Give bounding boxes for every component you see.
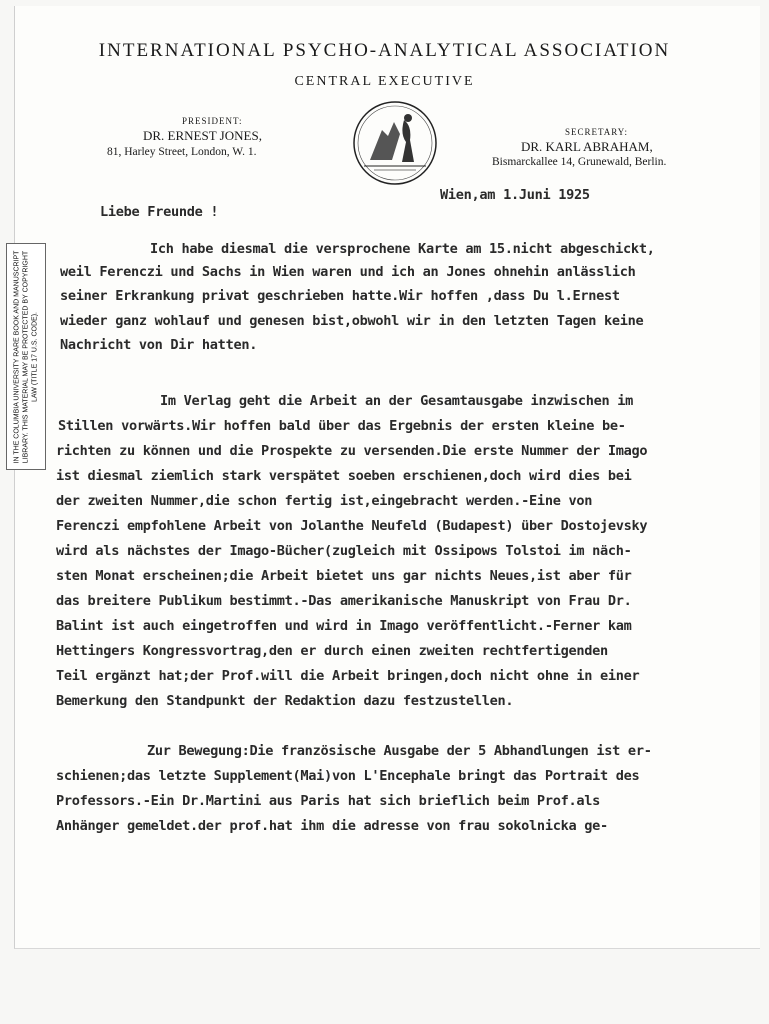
president-name: DR. ERNEST JONES, [143, 128, 262, 143]
secretary-address: Bismarckallee 14, Grunewald, Berlin. [492, 156, 667, 168]
letter-line: wird als nächstes der Imago-Bücher(zugleich mit Ossipows Tolstoi im näch- [56, 543, 632, 559]
letter-salutation: Liebe Freunde ! [100, 204, 219, 220]
letter-line: wieder ganz wohlauf und genesen bist,obwohl wir in den letzten Tagen keine [60, 313, 644, 329]
letter-line: Professors.-Ein Dr.Martini aus Paris hat sich brieflich beim Prof.als [56, 793, 601, 809]
letter-line: Im Verlag geht die Arbeit an der Gesamtausgabe inzwischen im [160, 393, 634, 409]
letter-line: Zur Bewegung:Die französische Ausgabe der 5 Abhandlungen ist er- [147, 743, 652, 759]
letter-date: Wien,am 1.Juni 1925 [440, 187, 590, 203]
letter-line: richten zu können und die Prospekte zu versenden.Die erste Nummer der Imago [56, 443, 648, 459]
letter-line: weil Ferenczi und Sachs in Wien waren und ich an Jones ohnehin anlässlich [60, 264, 636, 280]
president-role: PRESIDENT: [182, 116, 243, 126]
letter-line: Ich habe diesmal die versprochene Karte am 15.nicht abgeschickt, [150, 241, 655, 257]
letter-line: Nachricht von Dir hatten. [60, 337, 258, 353]
letter-line: sten Monat erscheinen;die Arbeit bietet uns gar nichts Neues,ist aber für [56, 568, 632, 584]
secretary-name: DR. KARL ABRAHAM, [521, 139, 653, 154]
stamp-text: IN THE COLUMBIA UNIVERSITY RARE BOOK AND MANUSCRIPT LIBRARY. THIS MATERIAL MAY BE PROTECTED BY COPYRIGHT LAW (TITLE 17 U.S. CODE). [13, 250, 39, 463]
letter-line: Balint ist auch eingetroffen und wird in Imago veröffentlicht.-Ferner kam [56, 618, 632, 634]
letter-line: seiner Erkrankung privat geschrieben hatte.Wir hoffen ,dass Du l.Ernest [60, 288, 620, 304]
letter-line: Teil ergänzt hat;der Prof.will die Arbeit bringen,doch nicht ohne in einer [56, 668, 640, 684]
president-address: 81, Harley Street, London, W. 1. [107, 146, 257, 158]
letterhead-title: INTERNATIONAL PSYCHO-ANALYTICAL ASSOCIATION [98, 40, 671, 61]
letter-line: Stillen vorwärts.Wir hoffen bald über das Ergebnis der ersten kleine be- [58, 418, 626, 434]
library-copyright-stamp [6, 243, 46, 470]
letter-line: schienen;das letzte Supplement(Mai)von L'Encephale bringt das Portrait des [56, 768, 640, 784]
association-seal-icon [352, 100, 438, 186]
letter-line: das breitere Publikum bestimmt.-Das amerikanische Manuskript von Frau Dr. [56, 593, 632, 609]
letter-line: der zweiten Nummer,die schon fertig ist,eingebracht werden.-Eine von [56, 493, 593, 509]
letter-line: Bemerkung den Standpunkt der Redaktion dazu festzustellen. [56, 693, 514, 709]
letterhead-subtitle: CENTRAL EXECUTIVE [294, 74, 475, 89]
letter-line: Ferenczi empfohlene Arbeit von Jolanthe Neufeld (Budapest) über Dostojevsky [56, 518, 648, 534]
secretary-role: SECRETARY: [565, 127, 628, 137]
letter-line: Anhänger gemeldet.der prof.hat ihm die adresse von frau sokolnicka ge- [56, 818, 608, 834]
letter-line: ist diesmal ziemlich stark verspätet soeben erschienen,doch wird dies bei [56, 468, 632, 484]
letter-line: Hettingers Kongressvortrag,den er durch einen zweiten rechtfertigenden [56, 643, 608, 659]
